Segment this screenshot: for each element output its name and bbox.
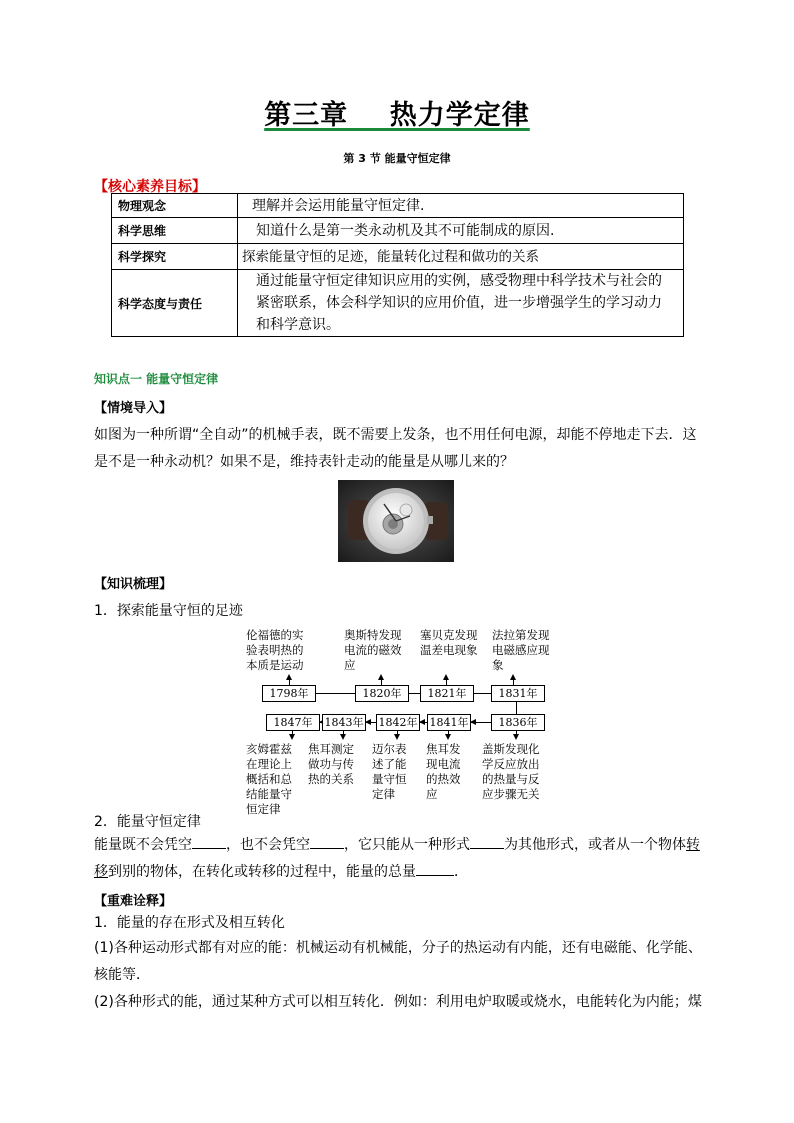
timeline-event-text: 焦耳测定做功与传热的关系 xyxy=(308,742,354,786)
timeline-event-text: 伦福德的实验表明热的本质是运动 xyxy=(246,628,304,672)
timeline-year: 1798年 xyxy=(262,685,316,702)
goal-value: 理解并会运用能量守恒定律. xyxy=(238,194,684,218)
intro-heading: 【情境导入】 xyxy=(94,401,173,416)
arrow-left-icon xyxy=(470,719,476,725)
timeline-year: 1836年 xyxy=(491,714,545,731)
table-row xyxy=(112,244,684,270)
timeline-year: 1842年 xyxy=(376,714,420,731)
timeline-event-text: 亥姆霍兹在理论上概括和总结能量守恒定律 xyxy=(246,742,292,816)
review-item-1: 1．探索能量守恒的足迹 xyxy=(94,603,243,619)
arrow-left-icon xyxy=(365,719,371,725)
review-item-2: 2．能量守恒定律 xyxy=(94,814,201,830)
table-row xyxy=(112,194,684,218)
timeline-event-text: 盖斯发现化学反应放出的热量与反应步骤无关 xyxy=(482,742,540,801)
goal-key: 物理观念 xyxy=(112,194,238,218)
difficulty-heading: 【重难诠释】 xyxy=(94,894,173,909)
chapter-title: 第三章 热力学定律 xyxy=(264,100,530,131)
arrow-down-icon xyxy=(445,734,451,740)
arrow-down-icon xyxy=(340,734,346,740)
section-title: 第 3 节 能量守恒定律 xyxy=(343,152,451,165)
arrow-up-icon xyxy=(378,674,384,680)
timeline-year: 1847年 xyxy=(266,714,320,731)
arrow-left-icon xyxy=(419,719,425,725)
difficulty-item-1: 1．能量的存在形式及相互转化 xyxy=(94,915,285,931)
timeline-year: 1820年 xyxy=(355,685,409,702)
difficulty-paragraph-1: (1)各种运动形式都有对应的能：机械运动有机械能，分子的热运动有内能，还有电磁能、化学能、核能等． xyxy=(94,940,702,983)
timeline-year: 1841年 xyxy=(427,714,471,731)
core-goals-table xyxy=(111,193,684,337)
arrow-down-icon xyxy=(289,734,295,740)
timeline-event-text: 迈尔表述了能量守恒定律 xyxy=(372,742,407,801)
watch-image xyxy=(338,480,454,562)
goal-key: 科学态度与责任 xyxy=(112,270,238,337)
energy-conservation-timeline xyxy=(244,626,554,816)
arrow-up-icon xyxy=(443,674,449,680)
knowledge-point-title: 知识点一 能量守恒定律 xyxy=(94,372,219,386)
goal-value: 通过能量守恒定律知识应用的实例，感受物理中科学技术与社会的紧密联系，体会科学知识的应用价值，进一步增强学生的学习动力和科学意识。 xyxy=(238,270,684,337)
arrow-down-icon xyxy=(394,734,400,740)
intro-text: 如图为一种所谓“全自动”的机械手表，既不需要上发条，也不用任何电源，却能不停地走下去．这是不是一种永动机？如果不是，维持表针走动的能量是从哪儿来的？ xyxy=(94,427,697,470)
arrow-up-icon xyxy=(510,674,516,680)
timeline-event-text: 法拉第发现电磁感应现象 xyxy=(492,628,550,672)
review-heading: 【知识梳理】 xyxy=(94,577,173,592)
conservation-law-text: 能量既不会凭空 ，也不会凭空 ，它只能从一种形式 为其他形式，或者从一个物体转移到别的物体，在转化或转移的过程中，能量的总量 ． xyxy=(94,832,704,886)
timeline-event-text: 塞贝克发现温差电现象 xyxy=(420,628,478,657)
timeline-event-text: 奥斯特发现电流的磁效应 xyxy=(344,628,402,672)
timeline-year: 1843年 xyxy=(322,714,366,731)
arrow-up-icon xyxy=(286,674,292,680)
table-row xyxy=(112,218,684,244)
goal-key: 科学探究 xyxy=(112,244,238,270)
timeline-event-text: 焦耳发现电流的热效应 xyxy=(426,742,461,801)
goal-key: 科学思维 xyxy=(112,218,238,244)
goal-value: 探索能量守恒的足迹，能量转化过程和做功的关系 xyxy=(238,244,684,270)
table-row xyxy=(112,270,684,337)
goal-value: 知道什么是第一类永动机及其不可能制成的原因. xyxy=(238,218,684,244)
arrow-down-icon xyxy=(513,734,519,740)
timeline-year: 1831年 xyxy=(491,685,545,702)
difficulty-paragraph-2: (2)各种形式的能，通过某种方式可以相互转化．例如：利用电炉取暖或烧水，电能转化为内能；煤 xyxy=(94,994,702,1010)
timeline-year: 1821年 xyxy=(420,685,474,702)
core-goals-heading: 【核心素养目标】 xyxy=(94,179,206,195)
